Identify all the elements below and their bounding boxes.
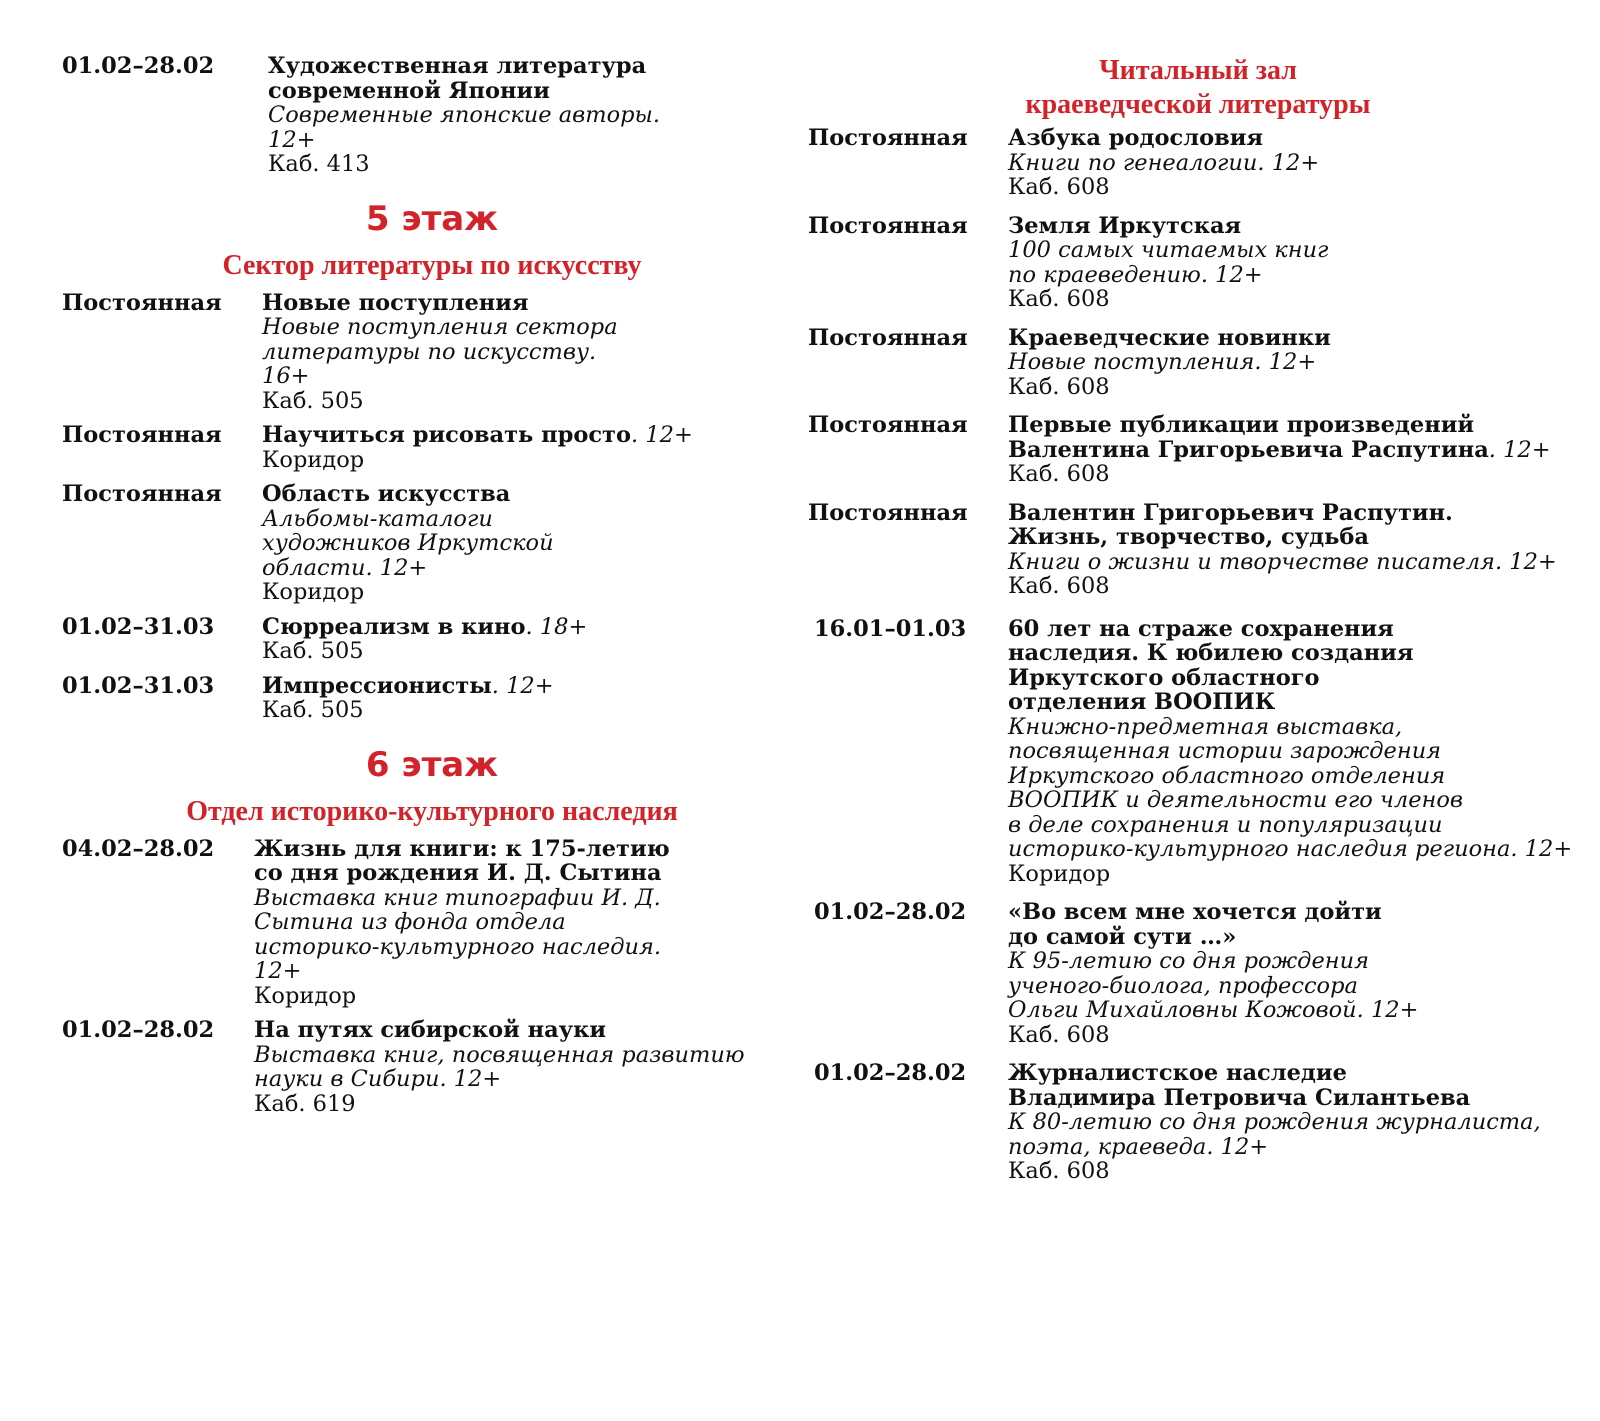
entry-title: Земля Иркутская: [1008, 212, 1242, 239]
exhibition-entry: [62, 837, 802, 1009]
entry-description: Выставка книг типографии И. Д. Сытина из фонда отдела историко-культурного наследия. 12+: [254, 884, 662, 984]
department-heading: [808, 54, 1588, 122]
left-column: [62, 54, 802, 1126]
entry-location: Каб. 608: [1008, 1021, 1110, 1048]
entry-location: Каб. 608: [1008, 1158, 1110, 1184]
entry-body: [254, 837, 674, 1009]
entry-title: Жизнь для книги: к 175-летию со дня рождения И. Д. Сытина: [254, 835, 670, 886]
exhibition-entry: [808, 1061, 1588, 1184]
entry-description: Книги по генеалогии. 12+: [1008, 149, 1320, 176]
entry-title-line: Первые публикации произведений: [1008, 412, 1475, 438]
entry-location: Каб. 608: [1008, 174, 1110, 200]
department-heading-line: Читальный зал: [1099, 55, 1297, 86]
exhibition-entry: [62, 54, 802, 177]
entry-description-line: ВООПИК и деятельности его членов: [1008, 787, 1464, 813]
entry-date: 01.02–28.02: [62, 53, 215, 79]
exhibition-entry: [62, 615, 802, 664]
entry-age-rating: . 12+: [491, 672, 554, 699]
entry-date: 16.01–01.03: [814, 615, 967, 642]
entry-title: Импрессионисты: [262, 672, 492, 699]
entry-date: Постоянная: [808, 125, 968, 151]
entry-body: [268, 54, 668, 177]
exhibition-entry: [62, 674, 802, 723]
entry-location: Коридор: [262, 446, 365, 473]
entry-title-line: до самой сути …»: [1008, 923, 1237, 950]
entry-description-line: Иркутского областного отделения: [1008, 762, 1446, 789]
entry-age-rating: . 12+: [631, 422, 693, 448]
right-column: [808, 54, 1588, 1198]
entry-title: Область искусства: [262, 481, 511, 507]
entry-date: Постоянная: [62, 481, 222, 507]
department-heading: Сектор литературы по искусству: [222, 249, 642, 281]
floor-heading: 5 этаж: [365, 198, 499, 239]
entry-body: [254, 1018, 784, 1116]
entry-body: [1008, 617, 1588, 887]
entry-location: Коридор: [1008, 860, 1111, 887]
entry-title-line: 60 лет на страже сохранения: [1008, 615, 1394, 642]
entry-description-line: в деле сохранения и популяризации: [1008, 811, 1443, 838]
entry-location: Каб. 608: [1008, 461, 1110, 487]
floor-heading: 6 этаж: [365, 744, 499, 785]
exhibition-entry: [808, 900, 1588, 1047]
entry-date: 01.02–28.02: [814, 899, 967, 925]
entry-body: [262, 291, 622, 414]
entry-body: [1008, 413, 1588, 487]
entry-date: 01.02–31.03: [62, 613, 215, 640]
entry-title: Сюрреализм в кино: [262, 613, 526, 640]
department-heading-line: краеведческой литературы: [1025, 89, 1371, 120]
entry-title: Научиться рисовать просто: [262, 422, 632, 448]
exhibition-entry: [808, 501, 1588, 599]
entry-date: 01.02–28.02: [814, 1060, 967, 1086]
entry-title-line: Журналистское наследие: [1008, 1060, 1347, 1086]
entry-title-line: Жизнь, творчество, судьба: [1008, 524, 1369, 550]
entry-body: [1008, 326, 1588, 400]
entry-body: [262, 674, 802, 723]
entry-description-line: по краеведению. 12+: [1008, 261, 1263, 288]
entry-location: Коридор: [262, 579, 365, 605]
exhibition-entry: [808, 214, 1588, 312]
entry-title: Азбука родословия: [1008, 125, 1264, 151]
entry-date: 04.02–28.02: [62, 835, 215, 862]
entry-description-line: ученого-биолога, профессора: [1008, 972, 1358, 999]
entry-description-line: Книжно-предметная выставка,: [1008, 713, 1403, 740]
entry-date: 01.02–31.03: [62, 672, 215, 699]
entry-description-line: историко-культурного наследия региона. 12+: [1008, 836, 1573, 862]
entry-description-line: посвященная истории зарождения: [1008, 738, 1442, 764]
department-heading: Отдел историко-культурного наследия: [186, 795, 678, 827]
entry-title-line: отделения ВООПИК: [1008, 689, 1276, 715]
entry-location: Каб. 608: [1008, 373, 1110, 400]
entry-title: Новые поступления: [262, 289, 529, 316]
entry-title: На путях сибирской науки: [254, 1017, 607, 1043]
exhibition-entry: [808, 617, 1588, 887]
entry-description-line: Ольги Михайловны Кожовой. 12+: [1008, 997, 1419, 1023]
entry-location: Каб. 505: [262, 697, 364, 723]
exhibition-entry: [62, 423, 802, 472]
entry-location: Каб. 608: [1008, 573, 1110, 599]
exhibition-entry: [808, 413, 1588, 487]
entry-location: Каб. 619: [254, 1090, 356, 1117]
entry-body: [1008, 126, 1588, 200]
entry-location: Каб. 505: [262, 638, 364, 664]
entry-title: Краеведческие новинки: [1008, 324, 1331, 351]
entry-body: [1008, 501, 1588, 599]
entry-body: [1008, 900, 1588, 1047]
exhibition-entry: [808, 126, 1588, 200]
entry-description: Книги о жизни и творчестве писателя. 12+: [1008, 548, 1557, 575]
entry-location: Коридор: [254, 982, 357, 1009]
exhibition-entry: [62, 1018, 802, 1116]
entry-location: Каб. 413: [268, 151, 370, 177]
entry-body: [1008, 214, 1588, 312]
entry-age-rating: . 12+: [1488, 436, 1551, 463]
exhibition-entry: [62, 482, 802, 605]
entry-description-line: 100 самых читаемых книг: [1008, 237, 1329, 263]
entry-date: Постоянная: [62, 422, 222, 448]
entry-body: [262, 423, 802, 472]
exhibition-entry: [62, 291, 802, 414]
entry-date: Постоянная: [808, 499, 968, 526]
entry-title-line: Иркутского областного: [1008, 664, 1320, 691]
entry-location: Каб. 608: [1008, 286, 1110, 312]
entry-title-line: Валентин Григорьевич Распутин.: [1008, 499, 1453, 526]
entry-date: Постоянная: [62, 289, 222, 316]
entry-body: [1008, 1061, 1588, 1184]
entry-date: 01.02–28.02: [62, 1017, 215, 1043]
entry-date: Постоянная: [808, 212, 968, 239]
entry-description-line: К 95-летию со дня рождения: [1008, 948, 1369, 974]
entry-date: Постоянная: [808, 412, 968, 438]
entry-date: Постоянная: [808, 324, 968, 351]
entry-age-rating: . 18+: [525, 613, 588, 640]
entry-description: Новые поступления сектора литературы по искусству. 16+: [262, 314, 618, 389]
entry-description-line: К 80-летию со дня рождения журналиста,: [1008, 1109, 1541, 1135]
entry-title-line: Валентина Григорьевича Распутина: [1008, 436, 1489, 463]
entry-description-line: поэта, краеведа. 12+: [1008, 1133, 1269, 1160]
entry-title-line: Владимира Петровича Силантьева: [1008, 1084, 1471, 1111]
exhibition-entry: [808, 326, 1588, 400]
entry-description: Альбомы-каталоги художников Иркутской области. 12+: [262, 505, 554, 581]
entry-title-line: «Во всем мне хочется дойти: [1008, 899, 1382, 925]
entry-description: Современные японские авторы. 12+: [268, 102, 661, 153]
entry-body: [262, 615, 802, 664]
entry-description: Выставка книг, посвященная развитию науки в Сибири. 12+: [254, 1041, 745, 1092]
entry-location: Каб. 505: [262, 387, 364, 414]
entry-description: Новые поступления. 12+: [1008, 349, 1317, 375]
entry-title: Художественная литература современной Японии: [268, 53, 647, 104]
entry-title-line: наследия. К юбилею создания: [1008, 640, 1414, 666]
entry-body: [262, 482, 632, 605]
